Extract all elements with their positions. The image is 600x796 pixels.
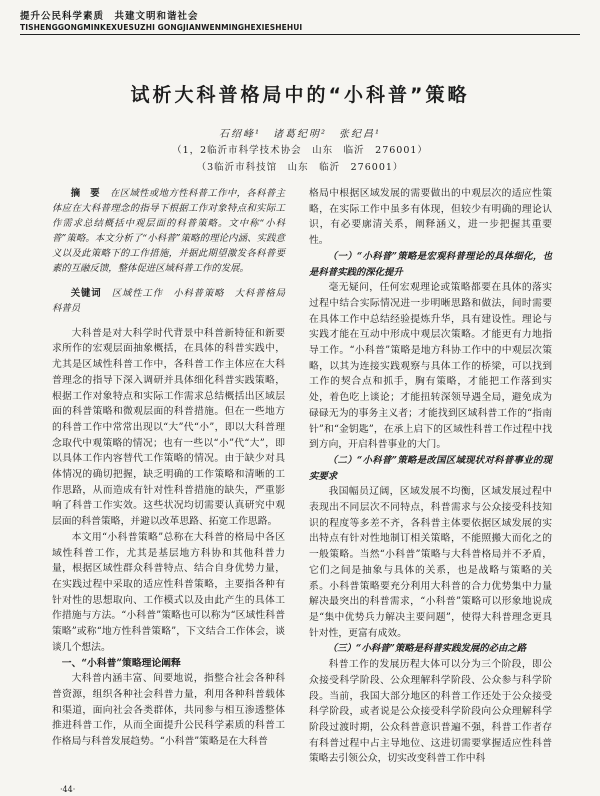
body-paragraph: 毫无疑问，任何宏观理论或策略都要在具体的落实过程中结合实际情况进一步明晰思路和做法，间时需要在具体工作中总结经验提炼升华，具有建设性。理论与实践才能在互动中形成中观层次策略。才能更有力地指导工作。“小科普”策略是地方科协工作中的中观层次策略，以其为连接实践观察与具体工作的桥梁，可以找到工作的契合点和抓手，胸有策略，才能把工作落到实处，着色吃上谈论；才能扭转深领导遇全局，避免成为碌碌无为的事务主义者；才能找到区域科普工作的“指南针”和“金钥匙”，在承上启下的区域性科普工作过程中找到方向，开启科普事业的大门。: [309, 282, 552, 451]
keywords-text: 区域性工作 小科普策略 大科普格局 科普员: [52, 287, 295, 314]
left-column: [52, 186, 295, 750]
subsection-heading: （二）“小科普”策略是改国区域现状对科普事业的现实要求: [309, 454, 552, 482]
subsection-heading: （三）“小科普”策略是科普实践发展的必由之路: [327, 643, 527, 655]
header-rule: [20, 34, 580, 35]
body-paragraph: 科普工作的发展历程大体可以分为三个阶段，即公众接受科学阶段、公众理解科学阶段、公众参与科学阶段。当前，我国大部分地区的科普工作还处于公众接受科学阶段，或者说是公众接受科学阶段向公众理解科学阶段过渡时期，公众科普意识普遍不强，科普工作者存有科普过程中占主导地位、这进切需要掌握适应性科普策略去引领公众，切实改变科普工作中科: [309, 659, 552, 765]
body-paragraph: 格局中根据区域发展的需要做出的中观层次的适应性策略，在实际工作中虽多有体现，但较少有明确的理论认识，有必要廓清关系，阐释涵义，进一步把握其重要性。: [309, 188, 552, 247]
abstract: [52, 186, 285, 277]
keywords-label: 关键词: [70, 287, 102, 299]
body-paragraph: 大科普是对大科学时代背景中科普新特征和新要求所作的宏观层面抽象概括，在具体的科普实践中，尤其是区域性科普工作中，各科普工作主体应在大科普理念的指导下深入调研并具体细化科普实践策略，根据工作对象特点和实际工作需求总结概括出区域层面的科普策略和微观层面的科普措施。但在一些地方的科普工作中常常出现以“大”代“小”，即以大科普理念取代中观策略的情况；也有一些以“小”代“大”，即以具体工作内容替代工作策略的情况。由于缺少对具体情况的确切把握，缺乏明确的工作策略和清晰的工作思路，从而造成有针对性科普措施的缺失，严重影响了科普工作实效。这些状况均切需要认真研究中观层面的科普策略，并避以改革思路、拓宽工作思路。: [52, 327, 285, 528]
section-heading: 一、“小科普”策略理论阐释: [61, 657, 181, 669]
keywords: [52, 286, 295, 316]
subsection-heading: （一）“小科普”策略是宏观科普理论的具体细化，也是科普实践的深化提升: [309, 250, 552, 278]
right-column: [309, 186, 552, 767]
abstract-text: 在区域性或地方性科普工作中，各科普主体应在大科普理念的指导下根据工作对象特点和实际工作需求总结概括中观层面的科普策略。文中称“小科普”策略。本文分析了“小科普”策略的理论内涵、实践意义以及此策略下的工作措施，并据此期望激发各科普要素的互融反馈，整体促进区域科普工作的发展。: [52, 188, 285, 275]
journal-name-cn: 提升公民科学素质 共建文明和谐社会: [20, 11, 199, 22]
affiliation-2: （3临沂市科技馆 山东 临沂 276001）: [196, 162, 404, 173]
journal-name-en: TISHENGGONGMINKEXUESUZHI GONGJIANWENMINGHEXIESHEHUI: [20, 23, 303, 32]
body-paragraph: 大科普内涵丰富、间要地说，指整合社会各种科普资源，组织各种社会科普力量，利用各种科普载体和渠道，面向社会各类群体，共同参与相互渗透整体推进科普工作，从而全面提升公民科学素质的科普工作格局与科普发展趋势。“小科普”策略是在大科普: [52, 673, 285, 748]
body-paragraph: 本文用“小科普策略”总称在大科普的格局中各区域性科普工作，尤其是基层地方科协和其他科普力量，根据区域性群众科普特点、结合自身优势力量，在实践过程中采取的适应性科普策略，主要指各种有针对性的思想取向、工作模式以及由此产生的具体工作措施与方法。“小科普”策略也可以称为“区域性科普策略”或称“地方性科普策略”，下文结合工作体会，谈谈几个想法。: [52, 531, 285, 653]
abstract-label: 摘 要: [70, 188, 101, 199]
affiliation-1: （1，2临沂市科学技术协会 山东 临沂 276001）: [172, 145, 428, 156]
running-header: [20, 8, 580, 35]
body-paragraph: 我国幅员辽阔，区域发展不均衡，区域发展过程中表现出不同层次不同特点，科普需求与公众接受科技知识的程度等多差不齐，各科普主体要依据区域发展的实出特点有针对性地制订相关策略，不能照搬大而化之的一般策略。当然“小科普”策略与大科普格局并不矛盾，它们之间是抽象与具体的关系，也是战略与策略的关系。小科普策略要充分利用大科普的合力优势集中力量解决最突出的科普需求，“小科普”策略可以形象地说成是“集中优势兵力解决主要问题”，使得大科普理念更具针对性，更富有成效。: [309, 486, 552, 639]
paper-title: 试析大科普格局中的“小科普”策略: [130, 84, 470, 106]
page-number: ·44·: [60, 785, 76, 794]
author-list: 石绍峰¹ 诸葛纪明² 张纪昌¹: [218, 129, 382, 140]
